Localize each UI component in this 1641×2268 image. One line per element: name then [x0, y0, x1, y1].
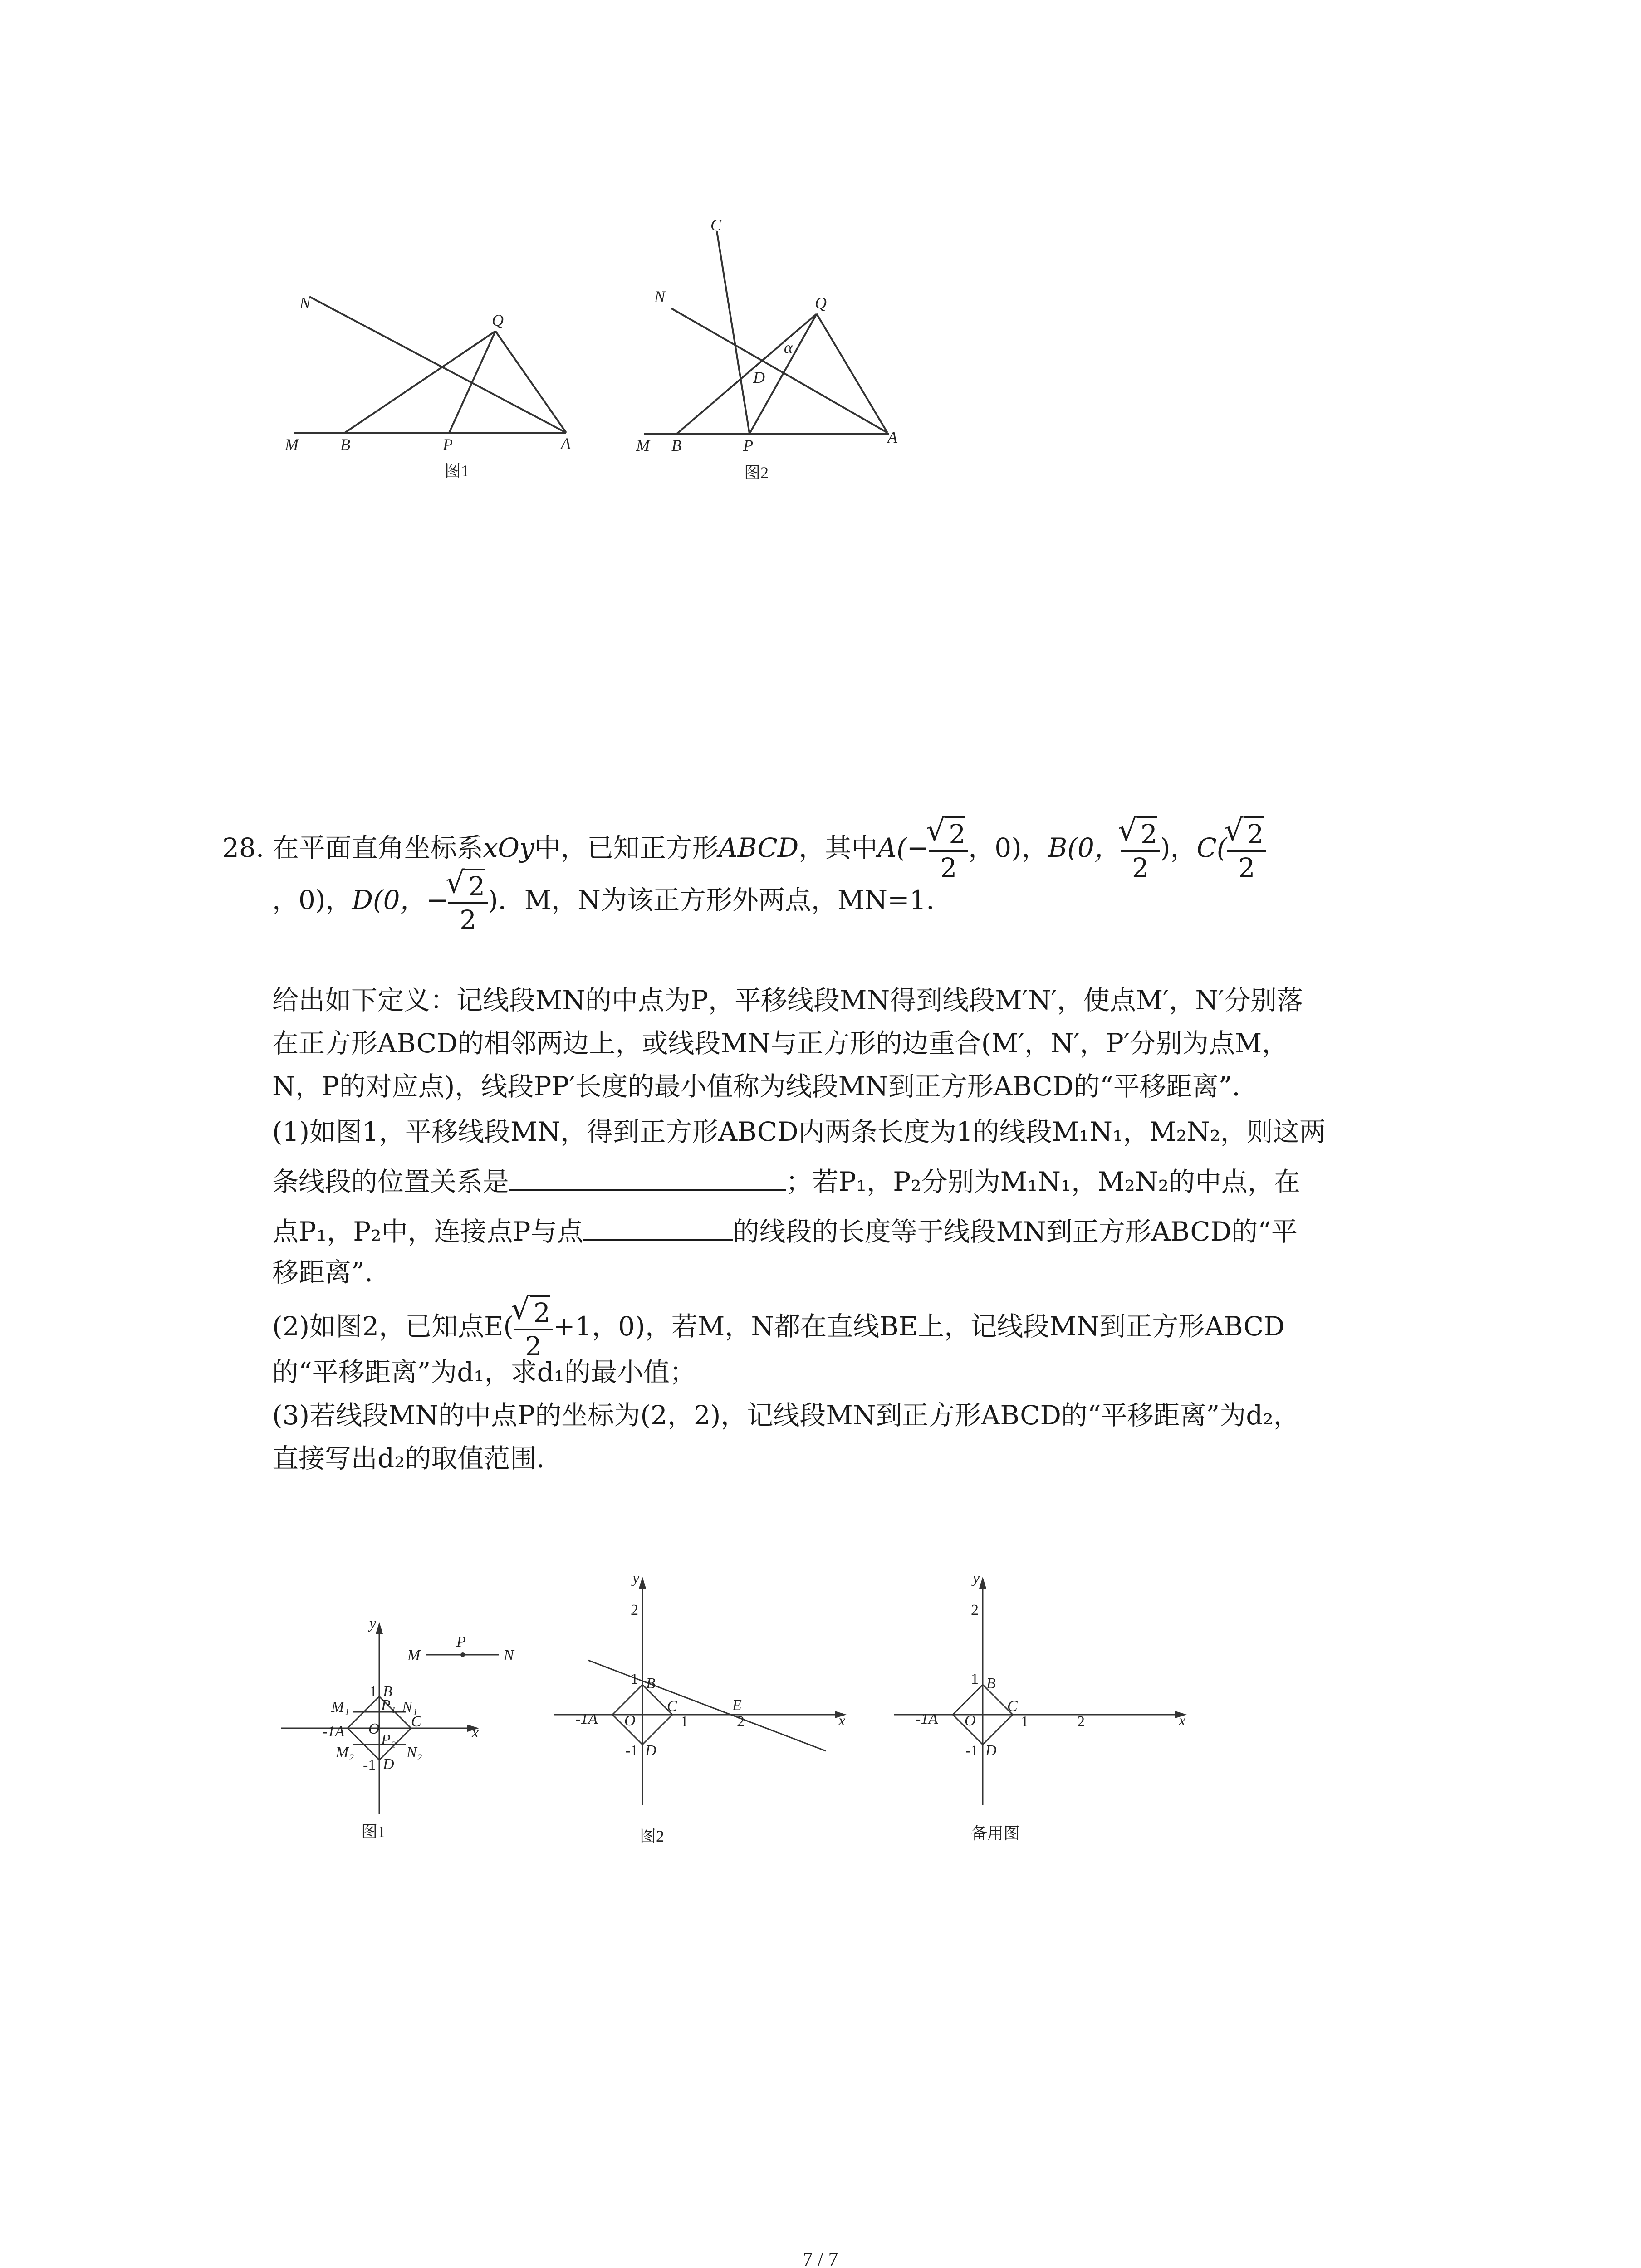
problem-number: 28.: [222, 832, 265, 864]
f2-label-O: O: [624, 1712, 636, 1729]
f1-caption: 图1: [361, 1823, 386, 1841]
f1-label-C: C: [411, 1713, 421, 1730]
q1-line-1: (1)如图1，平移线段MN，得到正方形ABCD内两条长度为1的线段M₁N₁，M₂N₂，则这两: [272, 1116, 1326, 1147]
text: 点P₁，P₂中，连接点P与点: [272, 1216, 583, 1247]
f3-label-x1: 1: [1021, 1713, 1029, 1730]
definition-line-2: 在正方形ABCD的相邻两边上，或线段MN与正方形的边重合(M′，N′，P′分别为点M，: [272, 1028, 1288, 1059]
math-xoy: xOy: [483, 832, 534, 864]
fig1-label-M: M: [285, 435, 299, 454]
f1-label-M: M: [407, 1647, 421, 1664]
f1-label-x: x: [472, 1724, 479, 1741]
fig2-label-C: C: [710, 218, 722, 234]
fig1-label-B: B: [340, 435, 350, 454]
f1-label-P2: P₂: [381, 1731, 396, 1748]
f1-label-M1: M₁: [331, 1699, 350, 1716]
f1-label-one: 1: [369, 1683, 377, 1700]
f2-label-x2: 2: [737, 1713, 745, 1730]
f2-label-x1: 1: [681, 1713, 688, 1730]
text: ，0)，: [272, 885, 352, 916]
text: 的线段的长度等于线段MN到正方形ABCD的“平: [733, 1216, 1298, 1247]
fig2-caption: 图2: [744, 464, 769, 482]
f3-label-B: B: [986, 1675, 996, 1692]
point-d: D(0，−: [352, 885, 449, 916]
f1-label-D: D: [383, 1756, 394, 1773]
text: (2)如图2，已知点E(: [272, 1311, 514, 1342]
figure-1-top: [272, 272, 599, 490]
fraction-sqrt2-over-2: √ $\frac{2}{2}$: [929, 816, 968, 884]
definition-line-1: 给出如下定义：记线段MN的中点为P，平移线段MN得到线段M′N′，使点M′，N′分别落: [272, 985, 1303, 1016]
f1-label-neg1A: -1A: [322, 1723, 345, 1740]
fig2-label-B: B: [671, 436, 681, 455]
figure-3-bottom: [885, 1569, 1193, 1855]
f2-label-y: y: [632, 1570, 640, 1587]
f2-label-x: x: [838, 1712, 846, 1729]
math-abcd: ABCD: [718, 832, 799, 864]
f2-label-two: 2: [631, 1602, 638, 1618]
f3-label-neg1A: -1A: [916, 1711, 938, 1727]
q1-line-2: [272, 1154, 1300, 1209]
text: )，: [1160, 832, 1197, 864]
f1-label-y: y: [369, 1615, 377, 1632]
f1-label-neg1: -1: [363, 1757, 376, 1774]
text: ，0)，: [968, 832, 1048, 864]
answer-blank-1[interactable]: [509, 1162, 786, 1191]
f3-label-D: D: [985, 1742, 997, 1759]
fig2-label-alpha: α: [784, 338, 793, 357]
text: 在平面直角坐标系: [272, 832, 483, 864]
q3-line-1: (3)若线段MN的中点P的坐标为(2，2)，记线段MN到正方形ABCD的“平移距离”为d₂，: [272, 1400, 1300, 1431]
f3-label-x: x: [1179, 1712, 1186, 1729]
fig2-label-Q: Q: [815, 294, 827, 312]
figure-2-top: [626, 218, 916, 490]
f2-label-B: B: [646, 1675, 656, 1692]
fraction-sqrt2-over-2: √ $\frac{2}{2}$: [1121, 816, 1160, 884]
f1-label-P: P: [456, 1633, 466, 1650]
fraction-sqrt2-over-2: √ $\frac{2}{2}$: [514, 1295, 553, 1362]
text: ；若P₁，P₂分别为M₁N₁，M₂N₂的中点，在: [786, 1166, 1300, 1197]
answer-blank-2[interactable]: [583, 1212, 733, 1241]
fig1-label-N: N: [299, 294, 311, 312]
text: 中，已知正方形: [534, 832, 719, 864]
f3-label-two: 2: [971, 1602, 979, 1618]
text: )．: [488, 885, 524, 916]
definition-line-3: N，P的对应点)，线段PP′长度的最小值称为线段MN到正方形ABCD的“平移距离”．: [272, 1071, 1259, 1102]
fig2-label-A: A: [887, 428, 897, 446]
f1-label-N: N: [504, 1647, 514, 1664]
f1-label-B: B: [383, 1683, 392, 1700]
f3-label-neg1: -1: [965, 1742, 979, 1759]
figure-2-bottom: [544, 1569, 853, 1855]
text: ，其中: [798, 832, 878, 864]
fig1-caption: 图1: [445, 462, 470, 480]
page-number: 7 / 7: [803, 2248, 838, 2268]
f3-label-C: C: [1007, 1698, 1018, 1715]
point-b: B(0，: [1048, 832, 1121, 864]
fig2-label-D: D: [753, 368, 765, 386]
point-c: C(: [1196, 832, 1227, 864]
point-a: A(−: [877, 832, 929, 864]
f2-label-E: E: [732, 1697, 742, 1714]
text: 条线段的位置关系是: [272, 1166, 509, 1197]
q1-line-4: 移距离”．: [272, 1257, 391, 1288]
f1-label-P1: P₁: [381, 1697, 396, 1714]
f3-label-y: y: [973, 1570, 980, 1587]
f3-caption: 备用图: [971, 1824, 1020, 1843]
f3-label-one: 1: [971, 1671, 979, 1687]
f1-label-N2: N₂: [407, 1744, 422, 1761]
f2-label-C: C: [667, 1698, 677, 1715]
fraction-sqrt2-over-2: √ $\frac{2}{2}$: [1227, 816, 1267, 884]
f2-label-neg1A: -1A: [575, 1711, 598, 1727]
q2-line-2: 的“平移距离”为d₁，求d₁的最小值；: [272, 1357, 696, 1388]
f2-label-D: D: [645, 1742, 656, 1759]
q3-line-2: 直接写出d₂的取值范围．: [272, 1443, 563, 1474]
f2-label-neg1: -1: [625, 1742, 638, 1759]
fig2-label-P: P: [743, 436, 753, 455]
fig2-label-N: N: [654, 288, 666, 306]
f1-label-M2: M₂: [336, 1744, 354, 1761]
text: +1，0)，若M，N都在直线BE上，记线段MN到正方形ABCD: [553, 1311, 1285, 1342]
fraction-sqrt2-over-2: √ $\frac{2}{2}$: [448, 869, 488, 936]
f3-label-x2: 2: [1077, 1713, 1085, 1730]
text: M，N为该正方形外两点，MN=1．: [524, 885, 953, 916]
fig1-label-A: A: [561, 435, 571, 453]
f2-label-one: 1: [631, 1671, 638, 1687]
fig1-label-P: P: [443, 435, 453, 454]
fig2-label-M: M: [636, 436, 650, 455]
f1-label-O: O: [368, 1721, 380, 1737]
f3-label-O: O: [965, 1712, 976, 1729]
figure-1-bottom: [272, 1601, 554, 1855]
q1-line-3: [272, 1204, 1298, 1259]
f2-caption: 图2: [640, 1827, 665, 1845]
f1-label-N1: N₁: [402, 1699, 418, 1716]
problem-line-2: [272, 869, 953, 936]
fig1-label-Q: Q: [492, 311, 504, 329]
